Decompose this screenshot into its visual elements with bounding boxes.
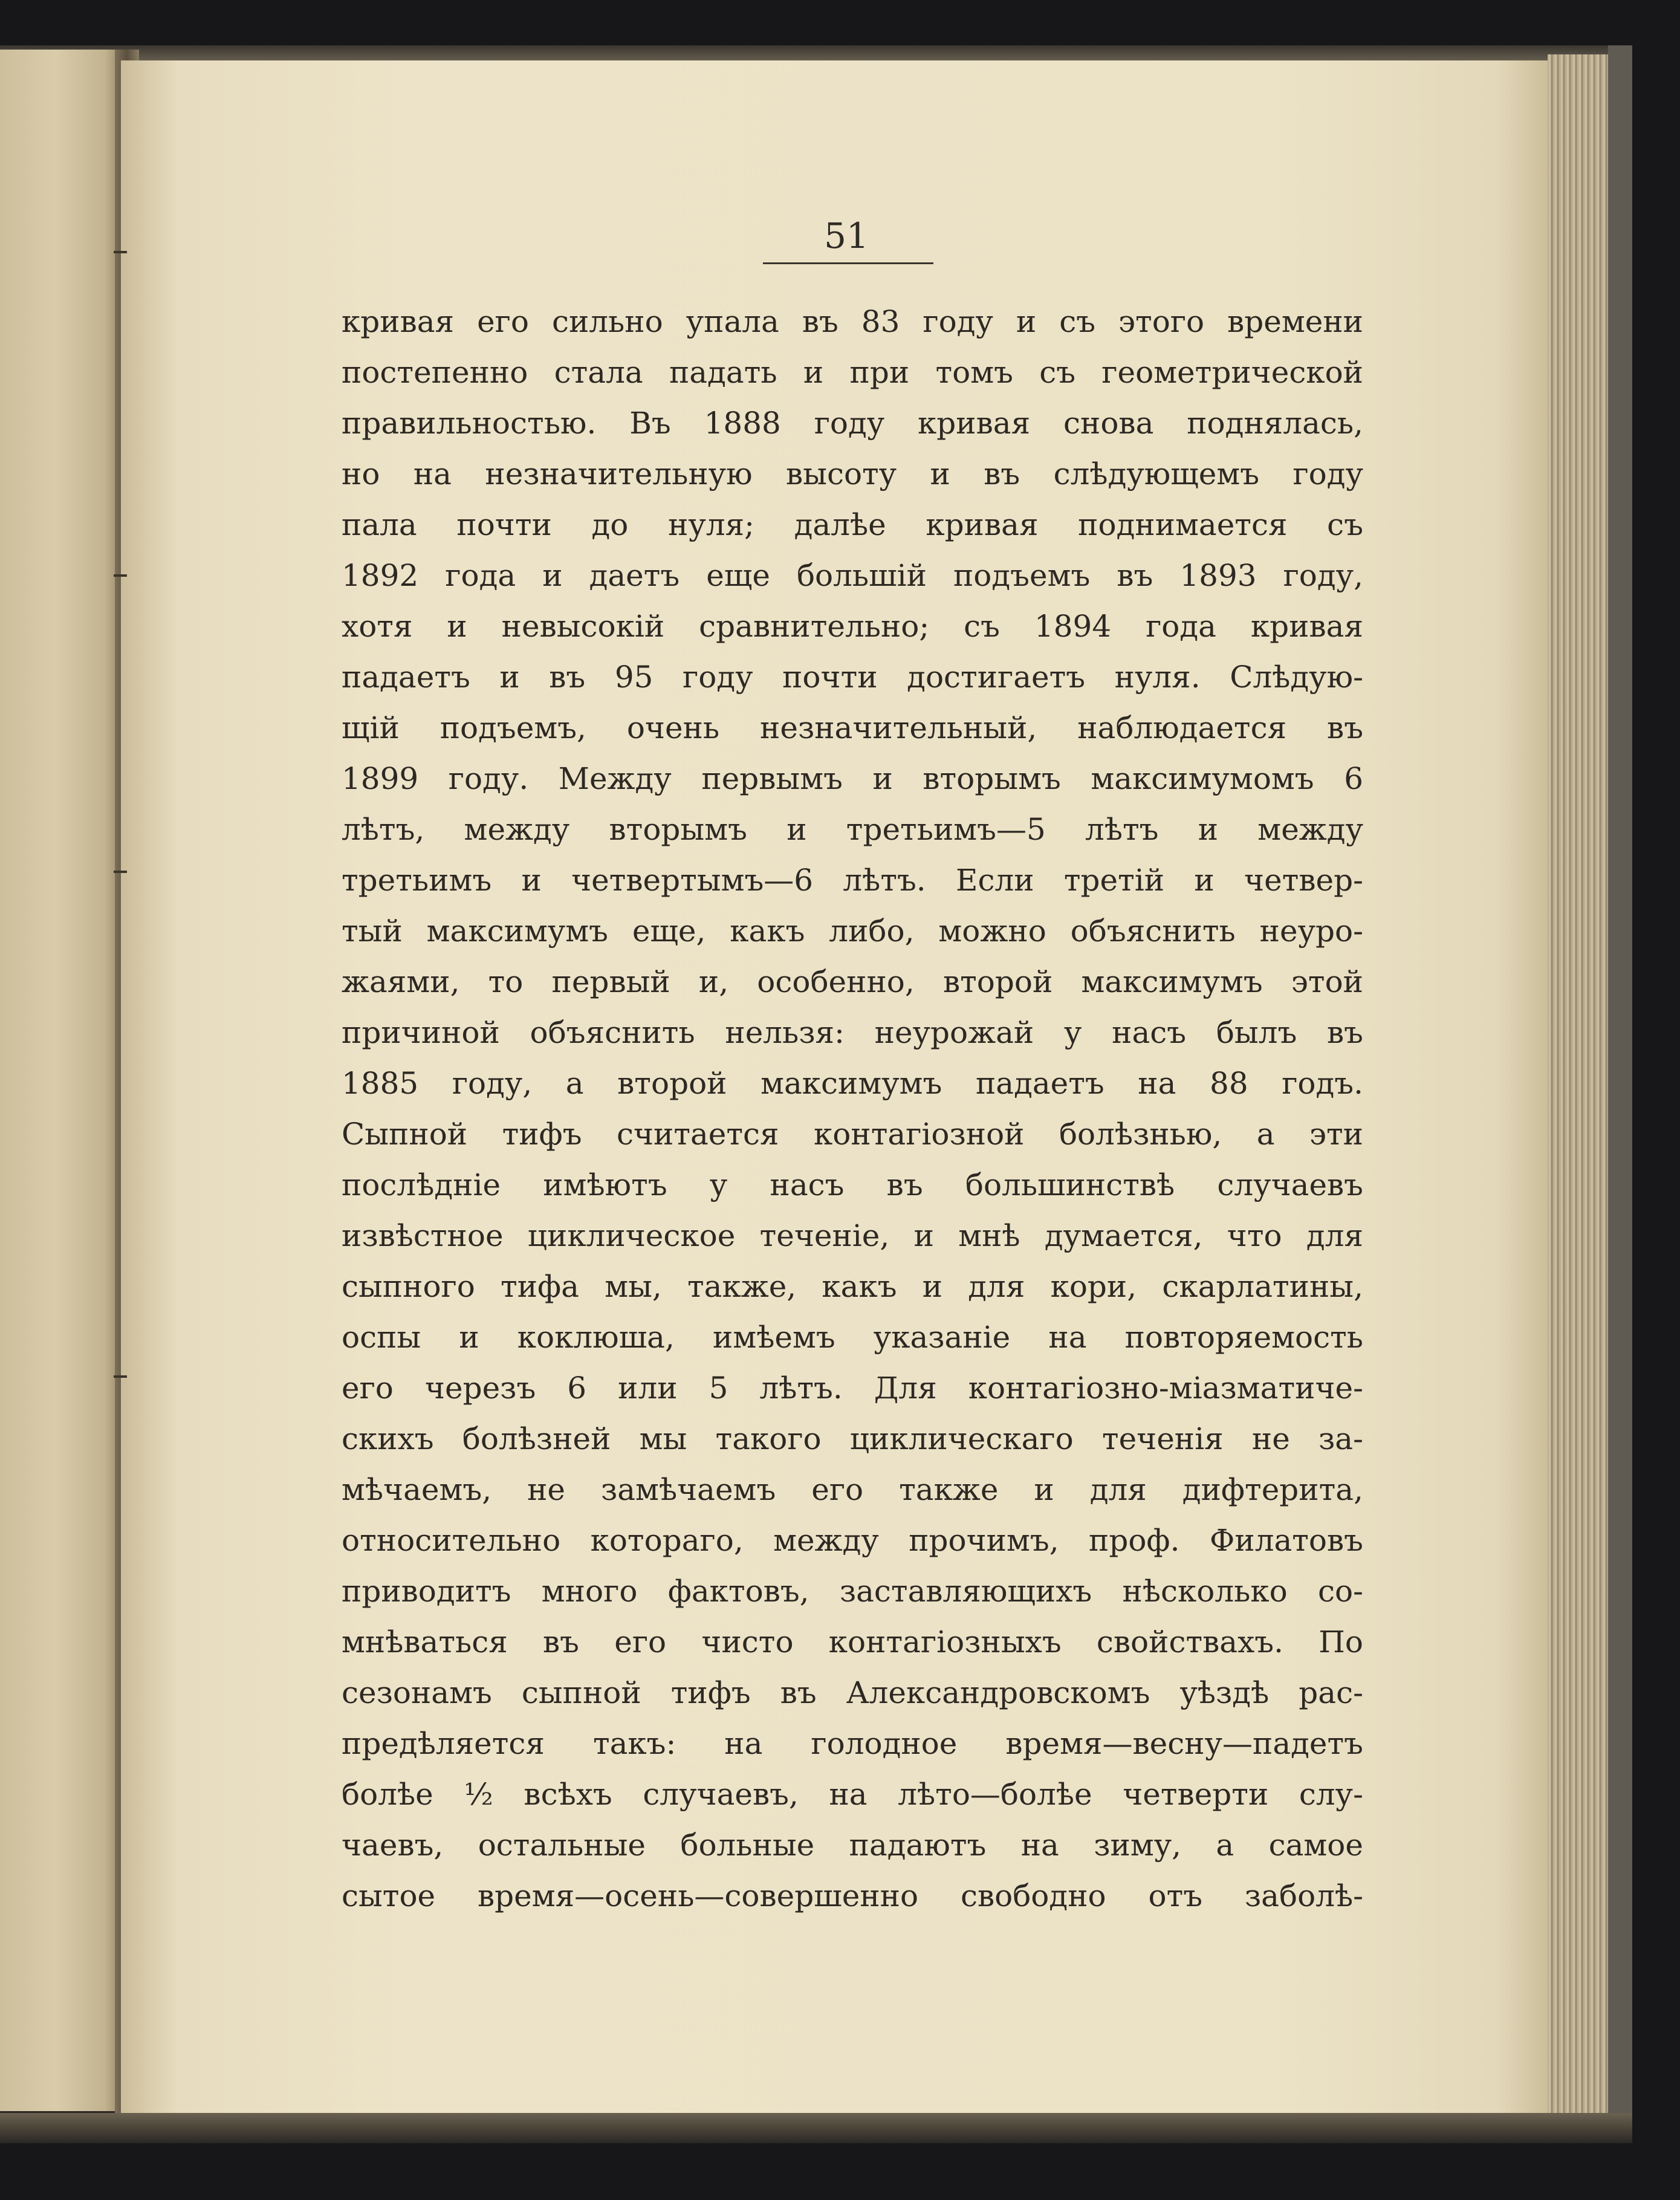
text-line: причиной объяснить нельзя: неурожай у насъ былъ въ	[342, 1015, 1363, 1050]
text-line: постепенно стала падать и при томъ съ геометрической	[342, 355, 1363, 390]
cover-edge	[1608, 45, 1632, 2143]
text-line: мѣчаемъ, не замѣчаемъ его также и для дифтерита,	[342, 1472, 1363, 1507]
text-line: щій подъемъ, очень незначительный, наблюдается въ	[342, 710, 1363, 745]
text-line: чаевъ, остальные больные падаютъ на зиму, а самое	[342, 1828, 1363, 1863]
margin-tick	[114, 871, 127, 873]
text-line: правильностью. Въ 1888 году кривая снова поднялась,	[342, 406, 1363, 441]
text-line: пала почти до нуля; далѣе кривая поднимается съ	[342, 507, 1363, 542]
page-number-rule	[763, 262, 933, 264]
text-line: предѣляется такъ: на голодное время—весну—падетъ	[342, 1726, 1363, 1761]
text-line: приводитъ много фактовъ, заставляющихъ нѣсколько со-	[342, 1574, 1363, 1609]
body-text	[342, 296, 1363, 1921]
margin-tick	[114, 251, 127, 253]
margin-tick	[114, 1375, 127, 1378]
text-line: болѣе ½ всѣхъ случаевъ, на лѣто—болѣе четверти слу-	[342, 1777, 1363, 1812]
text-line: сытое время—осень—совершенно свободно отъ заболѣ-	[342, 1878, 1363, 1913]
text-line: третьимъ и четвертымъ—6 лѣтъ. Если третій и четвер-	[342, 863, 1363, 898]
text-line: скихъ болѣзней мы такого циклическаго теченія не за-	[342, 1421, 1363, 1456]
text-line: его черезъ 6 или 5 лѣтъ. Для контагіозно-міазматиче-	[342, 1371, 1363, 1406]
bottom-page-shadow	[0, 2113, 1632, 2143]
text-line: относительно котораго, между прочимъ, проф. Филатовъ	[342, 1523, 1363, 1558]
text-line: извѣстное циклическое теченіе, и мнѣ думается, что для	[342, 1218, 1363, 1253]
text-line: 1892 года и даетъ еще большій подъемъ въ 1893 году,	[342, 558, 1363, 593]
text-line: Сыпной тифъ считается контагіозной болѣзнью, а эти	[342, 1117, 1363, 1152]
text-line: жаями, то первый и, особенно, второй максимумъ этой	[342, 964, 1363, 999]
left-page-edge	[0, 50, 124, 2111]
page-number: 51	[824, 215, 869, 256]
text-line: 1899 году. Между первымъ и вторымъ максимумомъ 6	[342, 761, 1363, 796]
text-line: падаетъ и въ 95 году почти достигаетъ нуля. Слѣдую-	[342, 660, 1363, 695]
text-line: но на незначительную высоту и въ слѣдующемъ году	[342, 456, 1363, 492]
text-line: хотя и невысокій сравнительно; съ 1894 года кривая	[342, 609, 1363, 644]
text-line: сыпного тифа мы, также, какъ и для кори, скарлатины,	[342, 1269, 1363, 1304]
text-line: оспы и коклюша, имѣемъ указаніе на повторяемость	[342, 1320, 1363, 1355]
text-line: мнѣваться въ его чисто контагіозныхъ свойствахъ. По	[342, 1624, 1363, 1660]
text-line: послѣдніе имѣютъ у насъ въ большинствѣ случаевъ	[342, 1167, 1363, 1202]
text-line: тый максимумъ еще, какъ либо, можно объяснить неуро-	[342, 913, 1363, 949]
margin-tick	[114, 574, 127, 577]
text-line: лѣтъ, между вторымъ и третьимъ—5 лѣтъ и между	[342, 812, 1363, 847]
text-line: кривая его сильно упала въ 83 году и съ этого времени	[342, 304, 1363, 339]
text-line: 1885 году, а второй максимумъ падаетъ на 88 годъ.	[342, 1066, 1363, 1101]
text-line: сезонамъ сыпной тифъ въ Александровскомъ уѣздѣ рас-	[342, 1675, 1363, 1710]
